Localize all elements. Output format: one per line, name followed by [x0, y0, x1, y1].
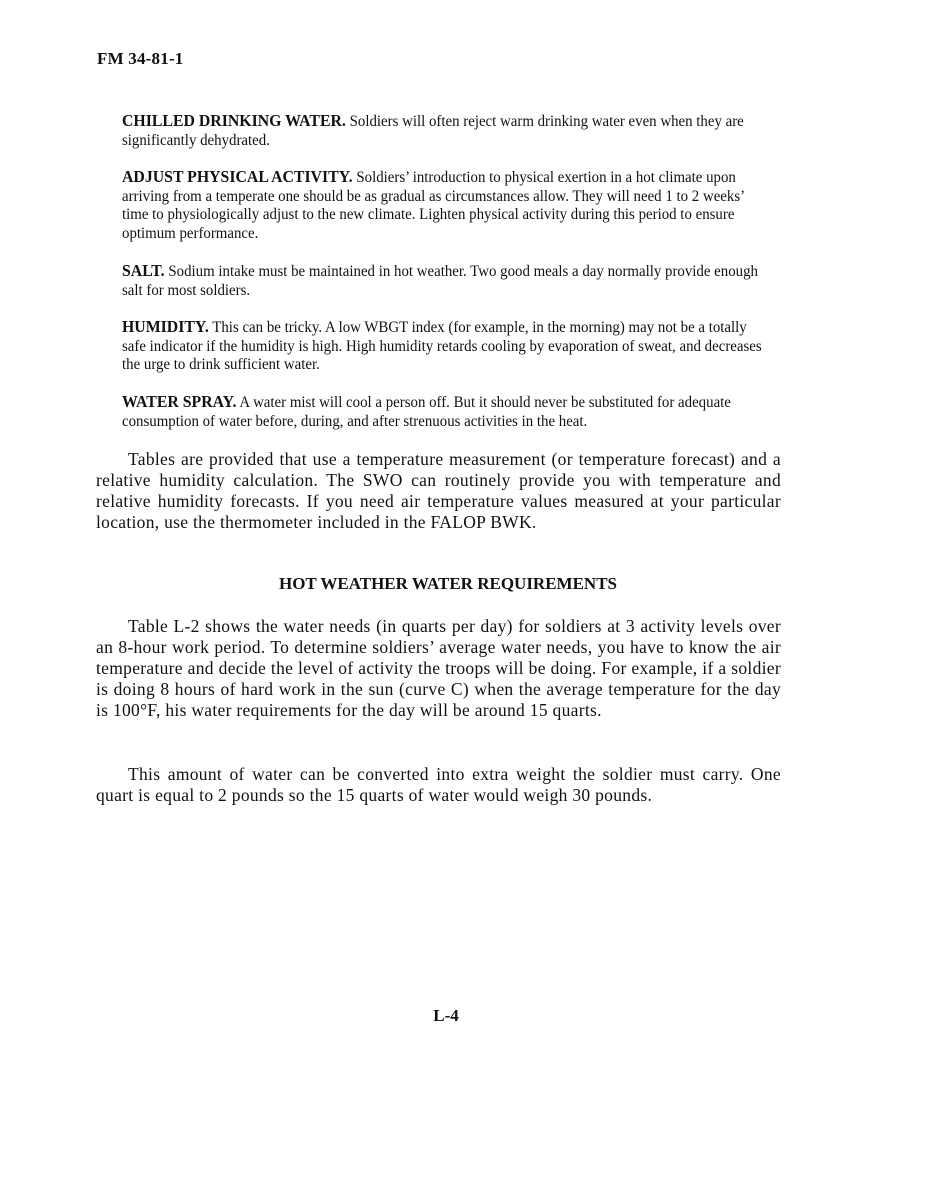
section-heading: HOT WEATHER WATER REQUIREMENTS [278, 574, 618, 593]
tip-title: ADJUST PHYSICAL ACTIVITY. [122, 167, 353, 186]
tip-text: This can be tricky. A low WBGT index (for example, in the morning) may not be a totally safe indicator if the humidity is high. High humidity retards cooling by evaporation of sweat, and decreases the urge to drink sufficient water. [122, 319, 762, 373]
tip-title: SALT. [122, 261, 165, 280]
table-l2-paragraph [96, 616, 781, 721]
tip-text: Soldiers’ introduction to physical exertion in a hot climate upon arriving from a temperate one should be as gradual as circumstances allow. They will need 1 to 2 weeks’ time to physiologically adjust to the new climate. Lighten physical activity during this period to ensure optimum performance. [122, 169, 744, 242]
tip-text: Soldiers will often reject warm drinking water even when they are significantly dehydrated. [122, 113, 744, 149]
tables-intro-paragraph [96, 449, 781, 533]
tip-title: WATER SPRAY. [122, 392, 237, 411]
tip-chilled-drinking-water [122, 112, 764, 150]
tip-water-spray [122, 393, 764, 431]
tip-salt [122, 262, 764, 300]
tip-title: HUMIDITY. [122, 317, 209, 336]
table-l2-text: Table L-2 shows the water needs (in quarts per day) for soldiers at 3 activity levels over an 8-hour work period. To determine soldiers’ average water needs, you have to know the air temperature and decide the level of activity the troops will be doing. For example, if a soldier is doing 8 hours of hard work in the sun (curve C) when the average temperature for the day is 100°F, his water requirements for the day will be around 15 quarts. [96, 616, 781, 720]
tip-adjust-physical-activity [122, 168, 764, 243]
page-number: L-4 [433, 1006, 459, 1025]
tip-text: Sodium intake must be maintained in hot weather. Two good meals a day normally provide enough salt for most soldiers. [122, 263, 758, 299]
document-code: FM 34-81-1 [97, 49, 184, 68]
tip-title: CHILLED DRINKING WATER. [122, 111, 346, 130]
weight-paragraph [96, 764, 781, 806]
tip-text: A water mist will cool a person off. But it should never be substituted for adequate consumption of water before, during, and after strenuous activities in the heat. [122, 394, 731, 430]
weight-text: This amount of water can be converted into extra weight the soldier must carry. One quart is equal to 2 pounds so the 15 quarts of water would weigh 30 pounds. [96, 764, 781, 805]
tables-intro-text: Tables are provided that use a temperature measurement (or temperature forecast) and a relative humidity calculation. The SWO can routinely provide you with temperature and relative humidity forecasts. If you need air temperature values measured at your particular location, use the thermometer included in the FALOP BWK. [96, 449, 781, 532]
tip-humidity [122, 318, 764, 375]
